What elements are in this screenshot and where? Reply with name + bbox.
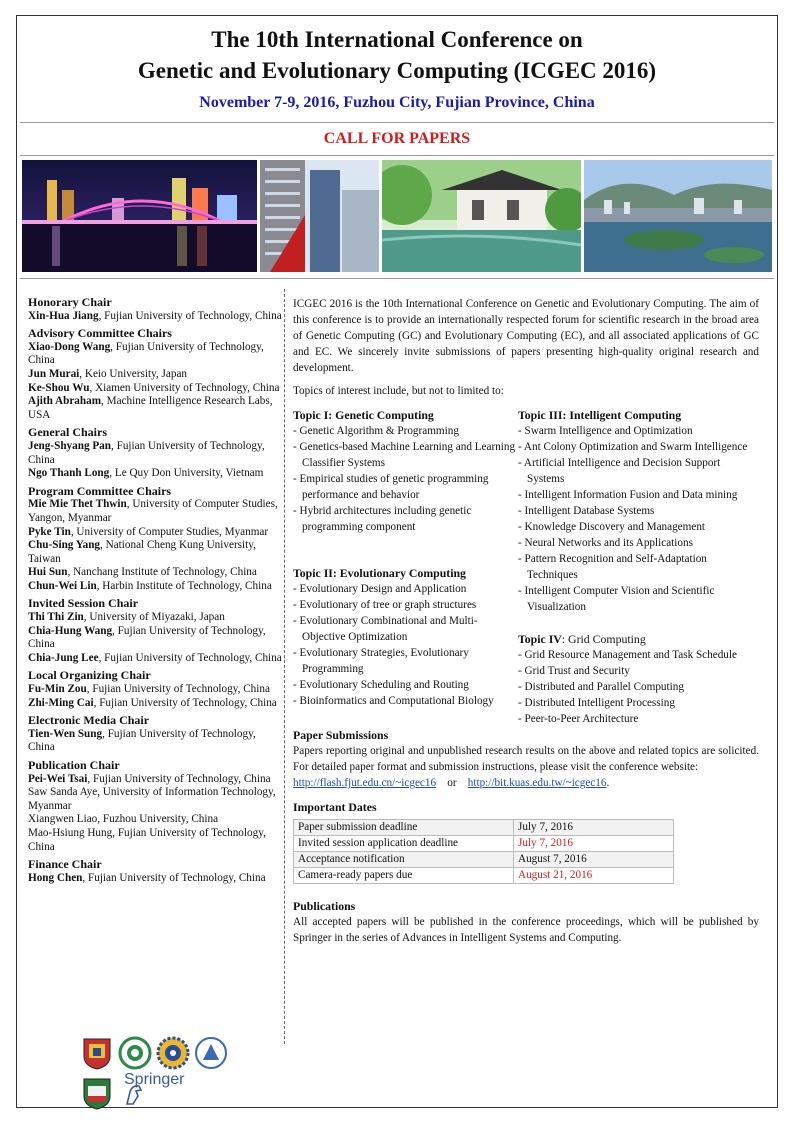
member-affiliation: , Fujian University of Technology, China — [28, 624, 266, 651]
topic-item: - Evolutionary Design and Application — [293, 583, 467, 595]
date-label: Camera-ready papers due — [294, 868, 514, 884]
member-affiliation: , Machine Intelligence Research Labs, USA — [28, 395, 273, 421]
topic-2-list — [293, 581, 518, 709]
committee-member — [28, 813, 284, 827]
member-affiliation: , Fujian University of Technology, China — [28, 727, 256, 754]
topic-item: - Distributed Intelligent Processing — [518, 697, 675, 709]
topic-item: - Distributed and Parallel Computing — [518, 681, 684, 693]
member-name: Jun Murai — [28, 367, 80, 380]
committee-list — [28, 296, 284, 885]
date-value: July 7, 2016 — [514, 820, 674, 836]
topic-item: - Swarm Intelligence and Optimization — [518, 425, 693, 437]
topic-item: - Hybrid architectures including genetic programming component — [293, 505, 472, 533]
topic-2-heading: Topic II: Evolutionary Computing — [293, 566, 466, 580]
topic-4-list — [518, 647, 759, 727]
photo-rule-bottom — [20, 278, 774, 279]
member-name: Ajith Abraham — [28, 395, 102, 408]
topic-item: - Evolutionary Scheduling and Routing — [293, 679, 469, 691]
important-dates-table — [293, 819, 674, 884]
call-for-papers-heading: CALL FOR PAPERS — [323, 130, 471, 147]
committee-member — [28, 872, 284, 886]
committee-member — [28, 827, 284, 854]
member-affiliation: , National Cheng Kung University, Taiwan — [28, 539, 256, 565]
committee-role-heading: Advisory Committee Chairs — [28, 326, 172, 341]
committee-member — [28, 652, 284, 666]
member-affiliation: , Fujian University of Technology, China — [28, 826, 266, 853]
date-value: August 21, 2016 — [514, 868, 674, 884]
topic-1-list — [293, 423, 518, 535]
topic-4-heading — [518, 631, 759, 647]
committee-member — [28, 395, 284, 422]
topic-item: - Ant Colony Optimization and Swarm Intelligence — [518, 441, 748, 453]
green-seal-icon — [118, 1036, 152, 1070]
date-label: Invited session application deadline — [294, 836, 514, 852]
member-name: Fu-Min Zou — [28, 683, 87, 696]
committee-member — [28, 580, 284, 594]
topic-item: - Pattern Recognition and Self-Adaptation Techniques — [518, 553, 707, 581]
topic-item: - Grid Trust and Security — [518, 665, 630, 677]
topics-right-column — [518, 407, 759, 727]
fjut-emblem-icon — [80, 1036, 114, 1070]
date-value: August 7, 2016 — [514, 852, 674, 868]
member-affiliation: , University of Information Technology, Myanmar — [28, 786, 276, 812]
topic-item: - Genetics-based Machine Learning and Learning Classifier Systems — [293, 441, 516, 469]
topic-item: - Grid Resource Management and Task Schedule — [518, 649, 737, 661]
member-name: Pyke Tin — [28, 525, 71, 538]
topic-item: - Evolutionary Combinational and Multi-Objective Optimization — [293, 615, 478, 643]
conference-title-line2: Genetic and Evolutionary Computing (ICGEC 2016) — [137, 58, 657, 83]
committee-member — [28, 310, 284, 324]
committee-member — [28, 467, 284, 481]
link-separator: or — [447, 777, 457, 789]
blue-seal-icon — [194, 1036, 228, 1070]
member-affiliation: , University of Miyazaki, Japan — [83, 611, 225, 624]
member-name: Saw Sanda Aye — [28, 786, 98, 799]
topics-left-column — [293, 407, 518, 727]
topic-item: - Intelligent Database Systems — [518, 505, 655, 517]
photo-night-bridge — [22, 160, 257, 272]
member-name: Chun-Wei Lin — [28, 579, 97, 592]
topic-item: - Evolutionary Strategies, Evolutionary Programming — [293, 647, 469, 675]
topic-item: - Knowledge Discovery and Management — [518, 521, 706, 533]
member-name: Chia-Hung Wang — [28, 624, 113, 637]
date-value: July 7, 2016 — [514, 836, 674, 852]
photo-garden-pavilion — [382, 160, 581, 272]
date-label: Paper submission deadline — [294, 820, 514, 836]
committee-member — [28, 773, 284, 787]
committee-member — [28, 341, 284, 368]
member-name: Pei-Wei Tsai — [28, 772, 88, 785]
committee-member — [28, 382, 284, 396]
website-link-fjut[interactable]: http://flash.fjut.edu.cn/~icgec16 — [293, 777, 437, 789]
photo-skyscrapers — [260, 160, 379, 272]
springer-logo-text: Springer — [124, 1071, 185, 1088]
committee-member — [28, 786, 284, 813]
member-name: Chia-Jung Lee — [28, 651, 99, 664]
member-affiliation: , Xiamen University of Technology, China — [89, 381, 280, 394]
member-name: Mie Mie Thet Thwin — [28, 498, 127, 511]
member-affiliation: , Fujian University of Technology, China — [28, 340, 264, 367]
member-affiliation: , Nanchang Institute of Technology, China — [67, 566, 257, 579]
topic-4-heading-label: Topic IV — [518, 632, 562, 646]
topic-item: - Neural Networks and its Applications — [518, 537, 693, 549]
member-affiliation: , Harbin Institute of Technology, China — [96, 579, 272, 592]
topic-item: - Intelligent Information Fusion and Data mining — [518, 489, 738, 501]
member-name: Chu-Sing Yang — [28, 539, 101, 552]
topic-item: - Evolutionary of tree or graph structures — [293, 599, 477, 611]
publications-text: All accepted papers will be published in the conference proceedings, which will be published by Springer in the series of Advances in Intelligent Systems and Computing. — [293, 916, 759, 944]
member-name: Tien-Wen Sung — [28, 727, 103, 740]
member-affiliation: , University of Computer Studies, Myanmar — [70, 525, 269, 538]
member-name: Zhi-Ming Cai — [28, 696, 94, 709]
column-divider — [284, 289, 285, 1044]
member-name: Mao-Hsiung Hung — [28, 826, 113, 839]
topic-item: - Intelligent Computer Vision and Scientific Visualization — [518, 585, 715, 613]
member-affiliation: , Keio University, Japan — [79, 367, 188, 380]
submissions-heading: Paper Submissions — [293, 728, 389, 742]
topic-item: - Empirical studies of genetic programming performance and behavior — [293, 473, 489, 501]
topic-item: - Peer-to-Peer Architecture — [518, 713, 639, 725]
committee-member — [28, 539, 284, 566]
committee-role-heading: Invited Session Chair — [28, 596, 139, 611]
topic-item: - Bioinformatics and Computational Biology — [293, 695, 494, 707]
main-content — [293, 296, 759, 946]
conference-title-line1: The 10th International Conference on — [211, 27, 583, 52]
topic-4-heading-rest: : Grid Computing — [561, 632, 646, 646]
committee-role-heading: Program Committee Chairs — [28, 483, 172, 498]
member-affiliation: , Fujian University of Technology, China — [28, 439, 265, 466]
member-name: Ngo Thanh Long — [28, 467, 110, 480]
topic-3-heading: Topic III: Intelligent Computing — [518, 408, 682, 422]
submission-links — [293, 775, 759, 791]
topic-item: - Artificial Intelligence and Decision Support Systems — [518, 457, 721, 485]
date-label: Acceptance notification — [294, 852, 514, 868]
member-name: Hui Sun — [28, 566, 68, 579]
member-name: Xiao-Dong Wang — [28, 340, 111, 353]
committee-member — [28, 625, 284, 652]
important-date-row — [294, 868, 674, 884]
committee-member — [28, 611, 284, 625]
links-period: . — [606, 777, 610, 789]
committee-member — [28, 526, 284, 540]
photo-rule-top — [20, 155, 774, 156]
committee-member — [28, 697, 284, 711]
important-date-row — [294, 852, 674, 868]
committee-role-heading: General Chairs — [28, 425, 107, 440]
member-affiliation: , Fujian University of Technology, China — [86, 683, 270, 696]
member-name: Hong Chen — [28, 871, 83, 884]
committee-role-heading: Local Organizing Chair — [28, 668, 151, 683]
header-rule — [20, 122, 774, 123]
member-affiliation: , Fujian University of Technology, China — [98, 651, 282, 664]
member-affiliation: , Le Quy Don University, Vietnam — [109, 467, 264, 480]
conference-dates-location: November 7-9, 2016, Fuzhou City, Fujian Province, China — [199, 94, 595, 111]
photo-strip — [22, 160, 772, 272]
topic-item: - Genetic Algorithm & Programming — [293, 425, 459, 437]
intro-paragraph: ICGEC 2016 is the 10th International Conference on Genetic and Evolutionary Computing. The aim of this conference is to provide an internationally respected forum for scientific research in the broad area of Genetic Computing (GC) and Evolutionary Computing (EC), and all associated applications of GC and EC. We sincerely invite submissions of papers presenting high-quality original research and development. — [293, 298, 759, 374]
member-name: Xin-Hua Jiang — [28, 309, 99, 322]
committee-role-heading: Finance Chair — [28, 857, 102, 872]
photo-lake-city — [584, 160, 772, 272]
committee-member — [28, 683, 284, 697]
member-affiliation: , Fuzhou University, China — [97, 813, 219, 826]
member-name: Ke-Shou Wu — [28, 381, 90, 394]
website-link-kuas[interactable]: http://bit.kuas.edu.tw/~icgec16 — [467, 777, 607, 789]
member-name: Jeng-Shyang Pan — [28, 439, 111, 452]
important-date-row — [294, 820, 674, 836]
gear-seal-icon — [156, 1036, 190, 1070]
committee-member — [28, 566, 284, 580]
member-affiliation: , University of Computer Studies, Yangon, Myanmar — [28, 498, 278, 524]
committee-member — [28, 498, 284, 525]
topics-intro: Topics of interest include, but not to limited to: — [293, 385, 504, 397]
submissions-text: Papers reporting original and unpublished research results on the above and related topics are solicited. For detailed paper format and submission instructions, please visit the conference website: — [293, 745, 759, 773]
member-name: Xiangwen Liao — [28, 813, 98, 826]
important-date-row — [294, 836, 674, 852]
committee-role-heading: Honorary Chair — [28, 295, 112, 309]
committee-role-heading: Publication Chair — [28, 758, 120, 772]
topic-3-list — [518, 423, 759, 615]
publications-heading: Publications — [293, 899, 356, 913]
member-affiliation: , Fujian University of Technology, China — [93, 696, 277, 709]
member-name: Thi Thi Zin — [28, 611, 84, 624]
university-crest-icon — [80, 1076, 114, 1110]
committee-member — [28, 728, 284, 755]
member-affiliation: , Fujian University of Technology, China — [87, 772, 271, 785]
member-affiliation: , Fujian University of Technology, China — [98, 309, 282, 322]
member-affiliation: , Fujian University of Technology, China — [82, 871, 266, 884]
committee-member — [28, 368, 284, 382]
committee-role-heading: Electronic Media Chair — [28, 713, 150, 728]
important-dates-heading: Important Dates — [293, 800, 377, 814]
committee-member — [28, 440, 284, 467]
topic-1-heading: Topic I: Genetic Computing — [293, 408, 434, 422]
